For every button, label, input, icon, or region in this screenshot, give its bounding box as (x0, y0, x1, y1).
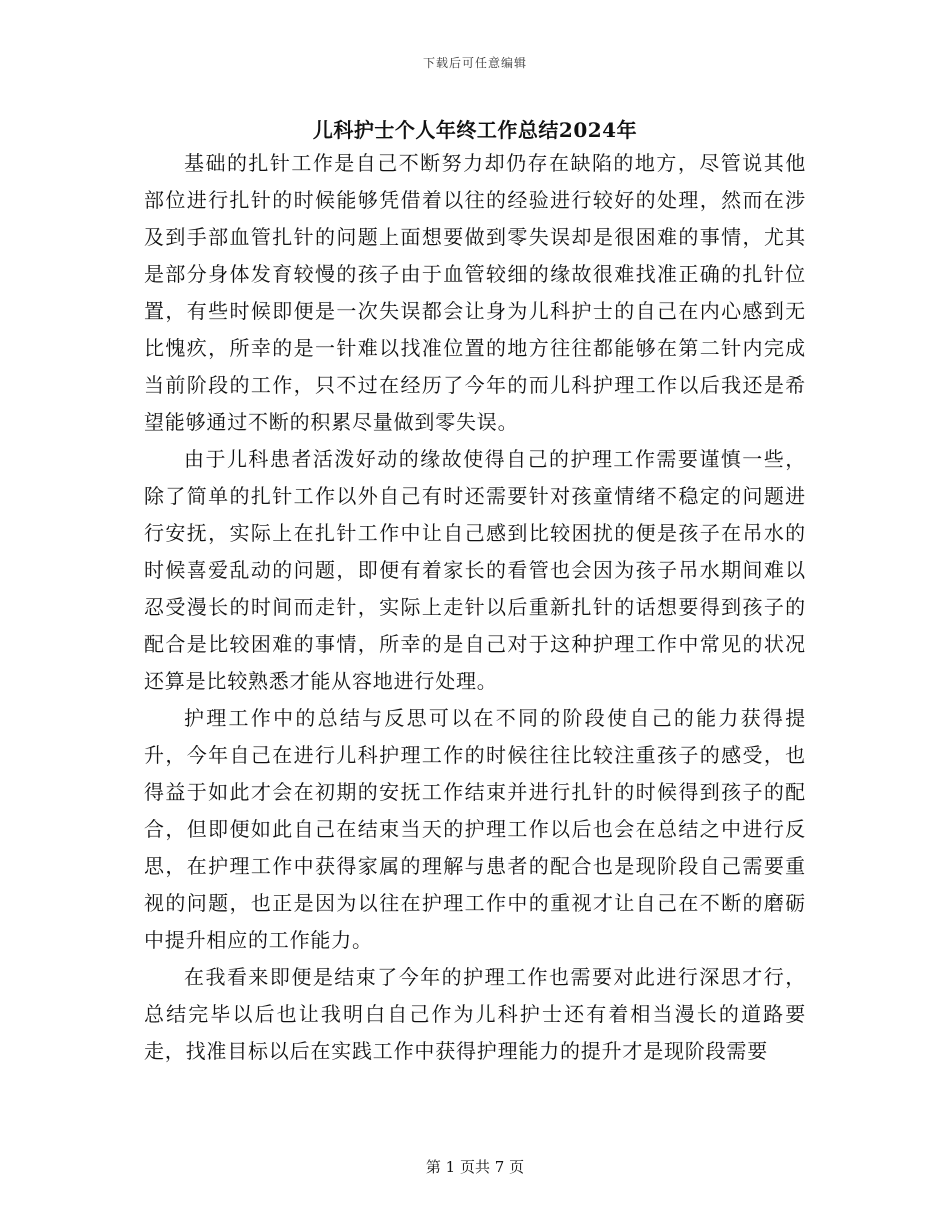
document-body (144, 145, 806, 1070)
document-title: 儿科护士个人年终工作总结2024年 (312, 118, 638, 142)
paragraph-2: 由于儿科患者活泼好动的缘故使得自己的护理工作需要谨慎一些，除了简单的扎针工作以外自己有时还需要针对孩童情绪不稳定的问题进行安抚，实际上在扎针工作中让自己感到比较困扰的便是孩子在吊水的时候喜爱乱动的问题，即便有着家长的看管也会因为孩子吊水期间难以忍受漫长的时间而走针，实际上走针以后重新扎针的话想要得到孩子的配合是比较困难的事情，所幸的是自己对于这种护理工作中常见的状况还算是比较熟悉才能从容地进行处理。 (144, 447, 806, 693)
paragraph-1: 基础的扎针工作是自己不断努力却仍存在缺陷的地方，尽管说其他部位进行扎针的时候能够凭借着以往的经验进行较好的处理，然而在涉及到手部血管扎针的问题上面想要做到零失误却是很困难的事情，尤其是部分身体发育较慢的孩子由于血管较细的缘故很难找准正确的扎针位置，有些时候即便是一次失误都会让身为儿科护士的自己在内心感到无比愧疚，所幸的是一针难以找准位置的地方往往都能够在第二针内完成当前阶段的工作，只不过在经历了今年的而儿科护理工作以后我还是希望能够通过不断的积累尽量做到零失误。 (144, 151, 806, 434)
paragraph-4: 在我看来即便是结束了今年的护理工作也需要对此进行深思才行，总结完毕以后也让我明白自己作为儿科护士还有着相当漫长的道路要走，找准目标以后在实践工作中获得护理能力的提升才是现阶段需要 (144, 965, 806, 1063)
page-number: 第 1 页共 7 页 (425, 1158, 525, 1176)
paragraph-3: 护理工作中的总结与反思可以在不同的阶段使自己的能力获得提升，今年自己在进行儿科护理工作的时候往往比较注重孩子的感受，也得益于如此才会在初期的安抚工作结束并进行扎针的时候得到孩子的配合，但即便如此自己在结束当天的护理工作以后也会在总结之中进行反思，在护理工作中获得家属的理解与患者的配合也是现阶段自己需要重视的问题，也正是因为以往在护理工作中的重视才让自己在不断的磨砺中提升相应的工作能力。 (144, 706, 806, 952)
header-note: 下载后可任意编辑 (422, 56, 527, 70)
